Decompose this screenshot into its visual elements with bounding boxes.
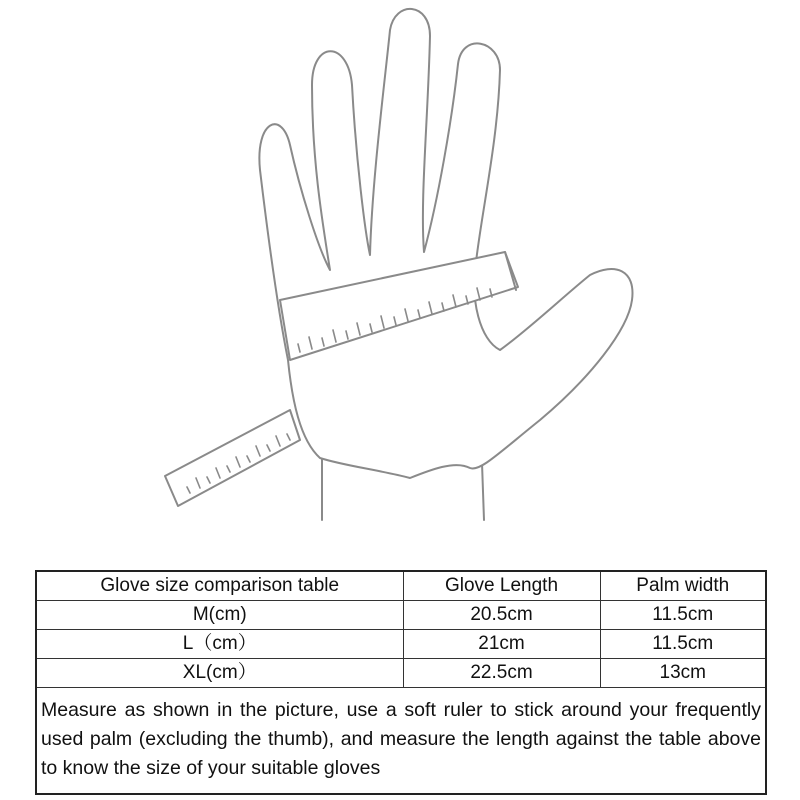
note-row xyxy=(36,688,766,795)
table-header-row xyxy=(36,571,766,601)
tape-tail xyxy=(165,410,300,506)
table-row xyxy=(36,659,766,688)
table-row xyxy=(36,630,766,659)
size-cell: L（cm） xyxy=(36,630,403,659)
length-cell: 22.5cm xyxy=(403,659,600,688)
header-glove-length: Glove Length xyxy=(403,571,600,601)
hand-outline xyxy=(259,9,632,478)
header-size: Glove size comparison table xyxy=(36,571,403,601)
table-row xyxy=(36,601,766,630)
width-cell: 13cm xyxy=(600,659,766,688)
size-cell: XL(cm） xyxy=(36,659,403,688)
header-palm-width: Palm width xyxy=(600,571,766,601)
measurement-note: Measure as shown in the picture, use a soft ruler to stick around your frequently used palm (excluding the thumb), and measure the length against the table above to know the size of your suitable gloves xyxy=(36,688,766,795)
size-cell: M(cm) xyxy=(36,601,403,630)
length-cell: 21cm xyxy=(403,630,600,659)
width-cell: 11.5cm xyxy=(600,601,766,630)
glove-size-table xyxy=(35,570,767,795)
length-cell: 20.5cm xyxy=(403,601,600,630)
width-cell: 11.5cm xyxy=(600,630,766,659)
